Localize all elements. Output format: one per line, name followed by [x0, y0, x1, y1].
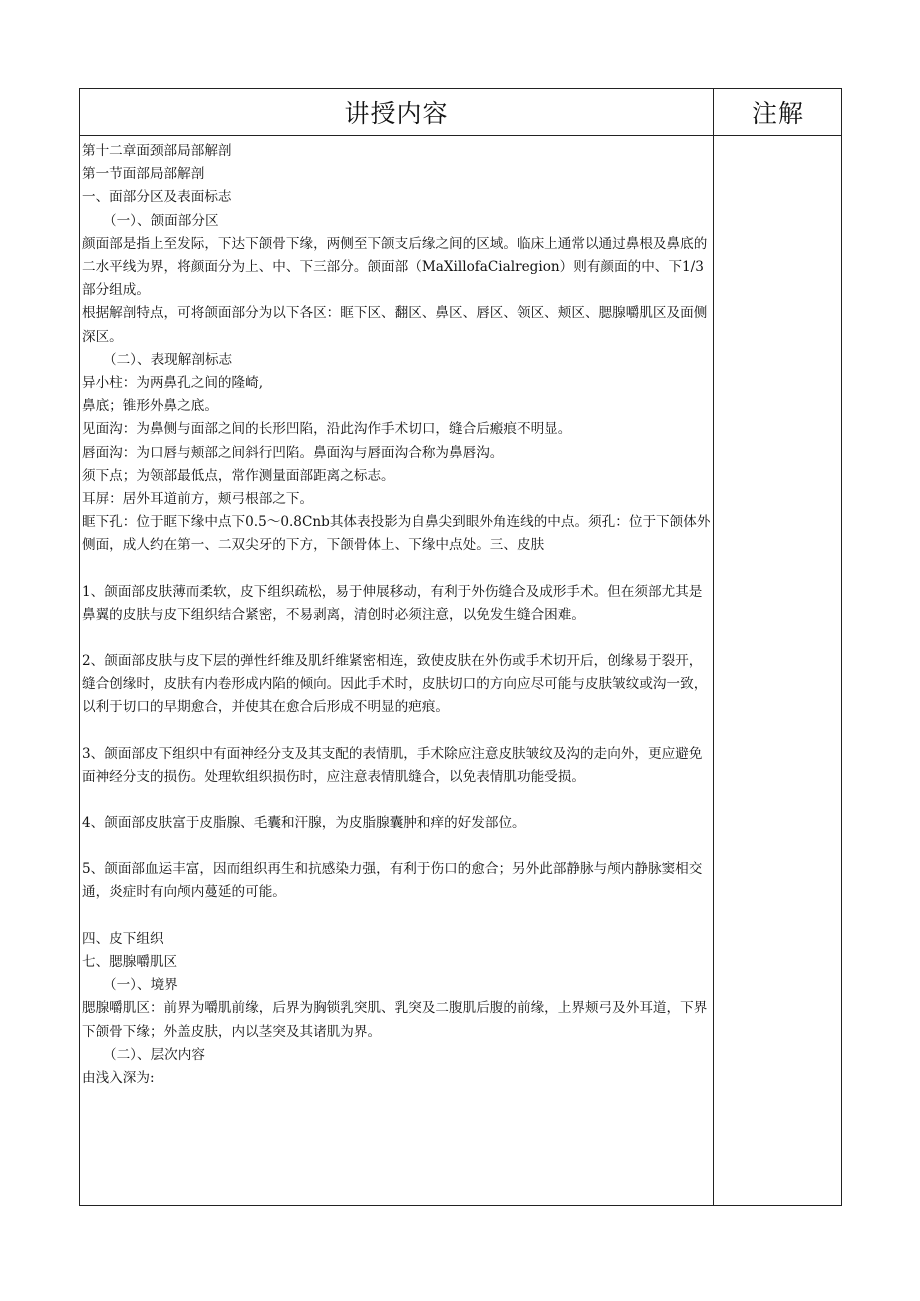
lecture-content — [82, 140, 712, 1090]
header-notes: 注解 — [751, 99, 804, 128]
paragraph-region-list: 根据解剖特点，可将颌面部分为以下各区：眶下区、翻区、鼻区、唇区、领区、颊区、腮腺嚼肌区及面侧深区。 — [82, 305, 708, 345]
column-divider — [713, 89, 714, 1205]
skin-point-5: 5、颌面部血运丰富，因而组织再生和抗感染力强，有利于伤口的愈合；另外此部静脉与颅内静脉窦相交通，炎症时有向颅内蔓延的可能。 — [82, 861, 703, 901]
header-lecture-content: 讲授内容 — [344, 99, 449, 128]
skin-point-3: 3、颌面部皮下组织中有面神经分支及其支配的表情肌，手术除应注意皮肤皱纹及沟的走向外，更应避免面神经分支的损伤。处理软组织损伤时，应注意表情肌缝合，以免表情肌功能受损。 — [82, 745, 703, 785]
subheading-layers: （二）、层次内容 — [103, 1046, 205, 1063]
heading-face-regions: 一、面部分区及表面标志 — [82, 189, 232, 206]
subheading-landmarks: （二）、表现解剖标志 — [103, 351, 233, 368]
paragraph-boundaries: 腮腺嚼肌区：前界为嚼肌前缘，后界为胸锁乳突肌、乳突及二腹肌后腹的前缘，上界颊弓及外耳道，下界下颌骨下缘；外盖皮肤，内以茎突及其诸肌为界。 — [82, 1000, 708, 1040]
subheading-boundaries: （一）、境界 — [103, 977, 178, 994]
heading-parotid-masseter: 七、腮腺嚼肌区 — [82, 953, 178, 970]
landmark-labial-groove: 唇面沟：为口唇与颊部之间斜行凹陷。鼻面沟与唇面沟合称为鼻唇沟。 — [82, 444, 504, 461]
header-divider — [80, 135, 841, 136]
chapter-title: 第十二章面颈部局部解剖 — [82, 143, 232, 159]
landmark-infraorbital-foramen: 眶下孔：位于眶下缘中点下0.5～0.8Cnb其体表投影为自鼻尖到眼外角连线的中点。须孔：位于下颌体外侧面，成人约在第一、二双尖牙的下方，下颌骨体上、下缘中点处。三、皮肤 — [82, 514, 711, 554]
landmark-columella: 异小柱：为两鼻孔之间的隆崎, — [82, 375, 264, 392]
section-title: 第一节面部局部解剖 — [82, 166, 205, 183]
landmark-menton: 须下点；为领部最低点，常作测量面部距离之标志。 — [82, 467, 395, 484]
subheading-maxillofacial-regions: （一）、颌面部分区 — [103, 212, 219, 229]
lecture-table — [79, 88, 842, 1206]
skin-point-1: 1、颌面部皮肤薄而柔软，皮下组织疏松，易于伸展移动，有利于外伤缝合及成形手术。但在须部尤其是鼻翼的皮肤与皮下组织结合紧密，不易剥离，清创时必须注意，以免发生缝合困难。 — [82, 583, 703, 623]
landmark-tragus: 耳屏：居外耳道前方，颊弓根部之下。 — [82, 491, 314, 508]
landmark-nasofacial-groove: 见面沟：为鼻侧与面部之间的长形凹陷，沿此沟作手术切口，缝合后瘢痕不明显。 — [82, 421, 572, 438]
paragraph-face-definition: 颜面部是指上至发际，下达下颌骨下缘，两侧至下颌支后缘之间的区域。临床上通常以通过鼻根及鼻底的二水平线为界，将颜面分为上、中、下三部分。颌面部（MaXillofaCialregion）则有颜面的中、下1/3部分组成。 — [82, 235, 708, 299]
skin-point-2: 2、颌面部皮肤与皮下层的弹性纤维及肌纤维紧密相连，致使皮肤在外伤或手术切开后，创缘易于裂开，缝合创缘时，皮肤有内卷形成内陷的倾向。因此手术时，皮肤切口的方向应尽可能与皮肤皱纹或沟一致，以利于切口的早期愈合，并使其在愈合后形成不明显的疤痕。 — [82, 653, 708, 716]
landmark-nasal-base: 鼻底；锥形外鼻之底。 — [82, 398, 218, 415]
skin-point-4: 4、颌面部皮肤富于皮脂腺、毛囊和汗腺，为皮脂腺囊肿和痒的好发部位。 — [82, 815, 526, 832]
paragraph-layers: 由浅入深为: — [82, 1069, 155, 1086]
heading-subcutaneous: 四、皮下组织 — [82, 930, 164, 947]
